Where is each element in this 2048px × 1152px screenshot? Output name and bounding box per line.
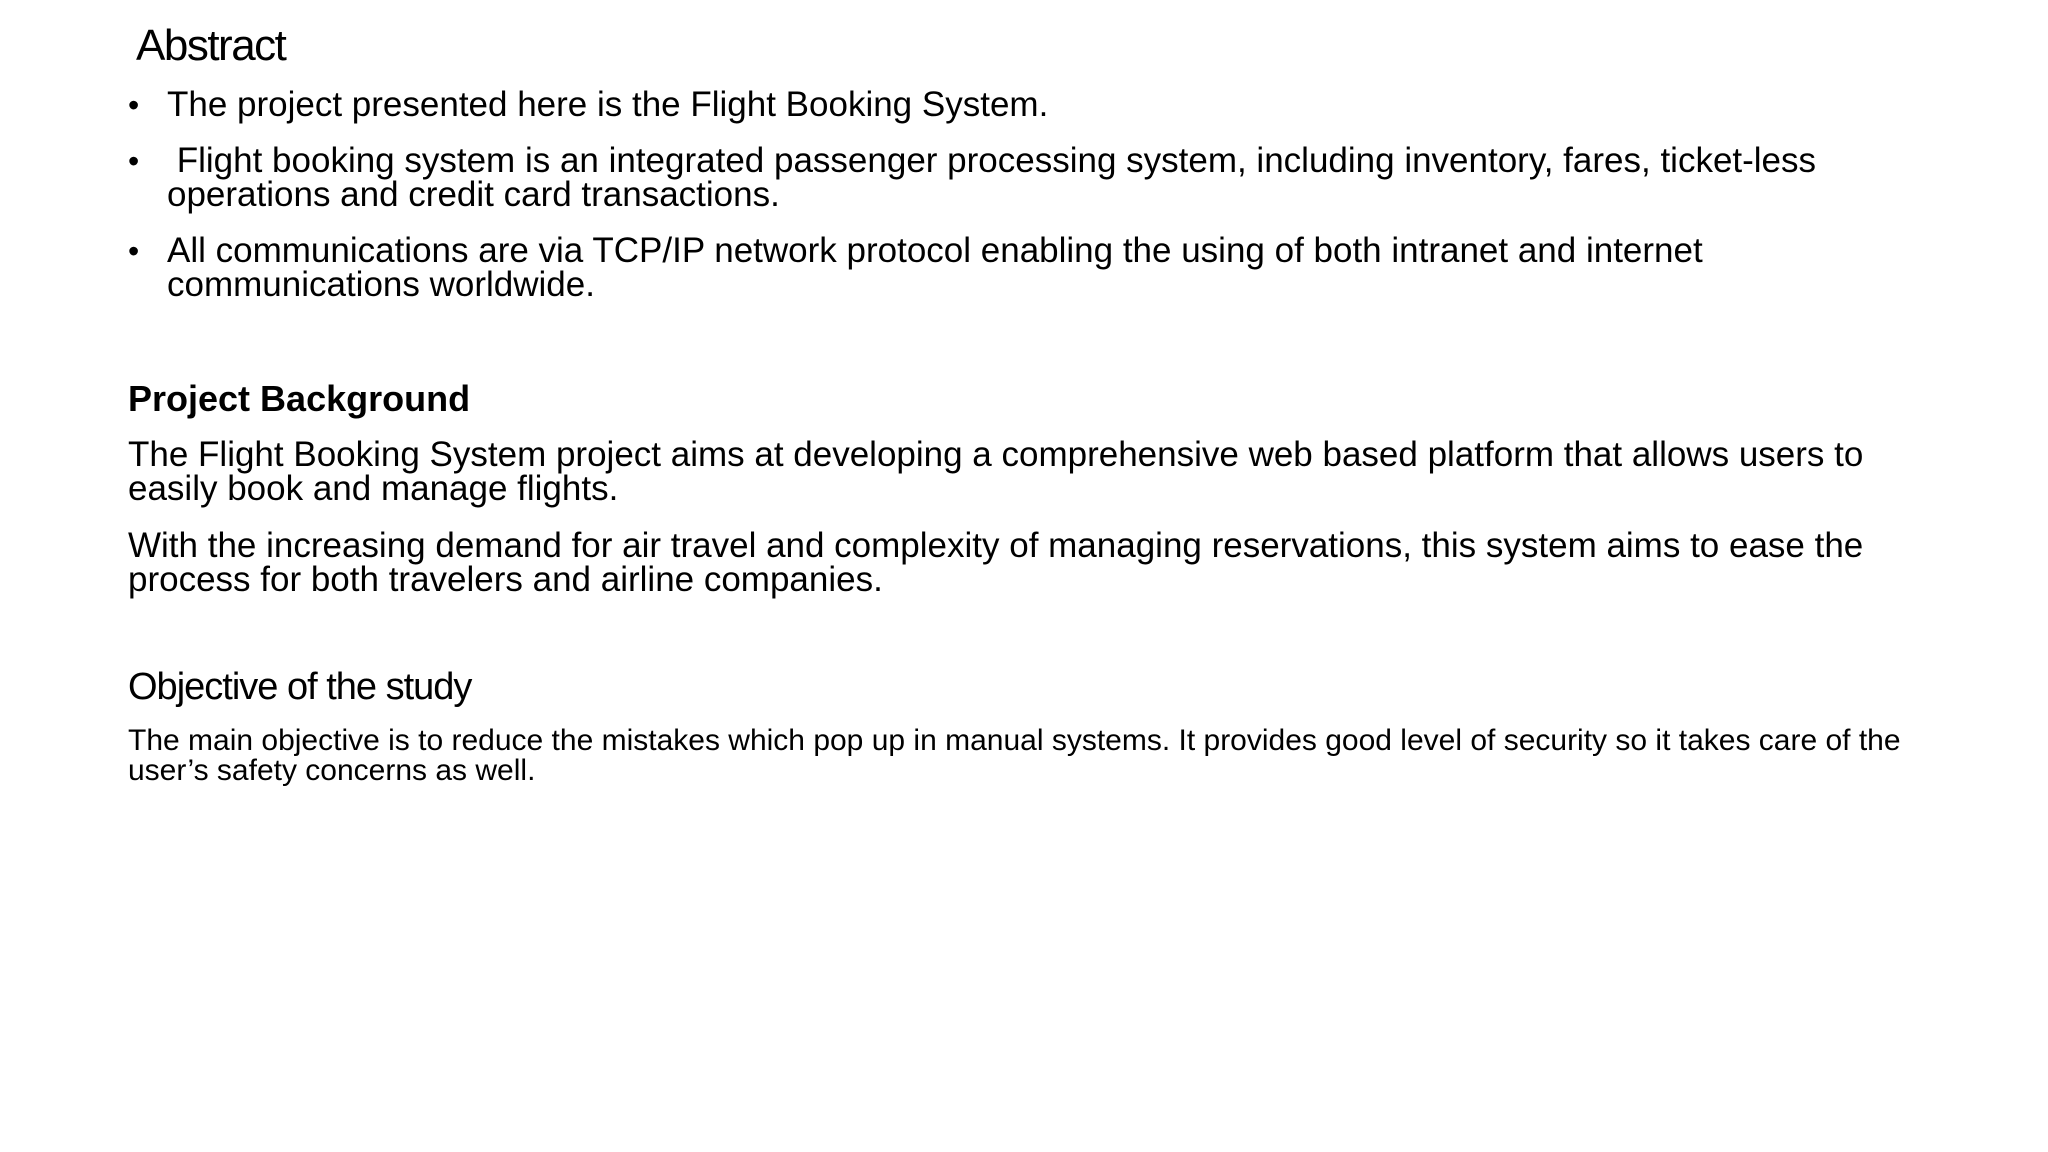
background-paragraph: With the increasing demand for air travel and complexity of managing reservations, this system aims to ease the process for both travelers and airline companies.	[128, 526, 1864, 599]
abstract-bullet-text: All communications are via TCP/IP network protocol enabling the using of both intranet and internet communications worldwide.	[167, 231, 1703, 304]
abstract-title: Abstract	[136, 21, 286, 70]
abstract-bullet-text: Flight booking system is an integrated passenger processing system, including inventory, fares, ticket-less operations and credit card transactions.	[167, 141, 1826, 214]
bullet-icon: •	[128, 143, 140, 179]
abstract-bullet-item	[128, 141, 1908, 214]
objective-heading: Objective of the study	[128, 666, 472, 708]
abstract-bullet-item	[128, 231, 1908, 304]
abstract-bullet-item	[128, 85, 1908, 124]
abstract-bullet-text: The project presented here is the Flight Booking System.	[167, 85, 1049, 124]
bullet-icon: •	[128, 233, 140, 269]
objective-paragraph: The main objective is to reduce the mistakes which pop up in manual systems. It provides good level of security so it takes care of the user’s safety concerns as well.	[128, 724, 1901, 787]
project-background-heading: Project Background	[128, 378, 471, 419]
abstract-bullet-list	[128, 85, 1908, 324]
background-paragraph: The Flight Booking System project aims at developing a comprehensive web based platform that allows users to easily book and manage flights.	[128, 435, 1864, 508]
bullet-icon: •	[128, 87, 140, 123]
